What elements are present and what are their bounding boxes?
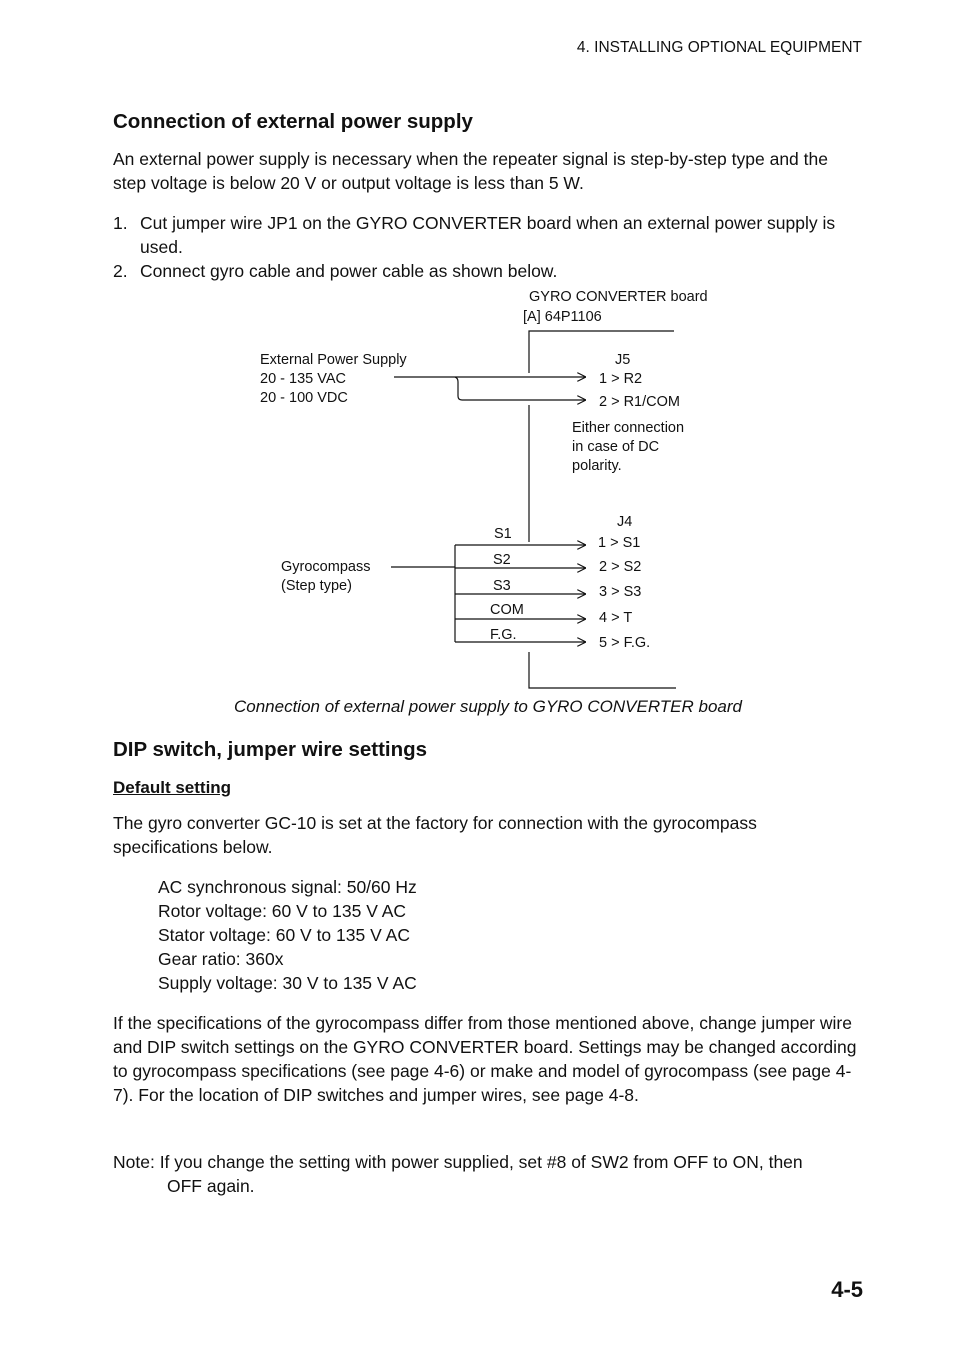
- polarity-note-line-2: in case of DC: [572, 439, 660, 455]
- wire-label-s2: S2: [493, 552, 511, 568]
- note: [113, 1150, 863, 1198]
- step-1-number: 1.: [113, 213, 128, 233]
- power-source-label: External Power Supply: [260, 352, 407, 368]
- default-setting-intro: The gyro converter GC-10 is set at the factory for connection with the gyrocompass specifications below.: [113, 813, 757, 857]
- page-number: 4-5: [831, 1277, 863, 1302]
- power-supply-intro: An external power supply is necessary when the repeater signal is step-by-step type and the step voltage is below 20 V or output voltage is less than 5 W.: [113, 149, 828, 193]
- j4-pin-5: 5 > F.G.: [599, 635, 651, 651]
- board-title: GYRO CONVERTER board: [529, 289, 708, 305]
- power-source-vdc: 20 - 100 VDC: [260, 390, 348, 406]
- gyro-source-type: (Step type): [281, 578, 352, 594]
- wire-label-com: COM: [490, 602, 524, 618]
- j5-pin-2: 2 > R1/COM: [599, 394, 680, 410]
- gyro-source-label: Gyrocompass: [281, 559, 371, 575]
- polarity-note-line-3: polarity.: [572, 458, 622, 474]
- wire-label-s3: S3: [493, 578, 511, 594]
- spec-item: Gear ratio: 360x: [158, 949, 284, 969]
- power-source-vac: 20 - 135 VAC: [260, 371, 346, 387]
- j4-pin-4: 4 > T: [599, 610, 633, 626]
- polarity-note-line-1: Either connection: [572, 420, 685, 436]
- note-line-1: Note: If you change the setting with power supplied, set #8 of SW2 from OFF to ON, then: [113, 1152, 803, 1172]
- board-id: [A] 64P1106: [523, 309, 602, 325]
- spec-item: Rotor voltage: 60 V to 135 V AC: [158, 901, 407, 921]
- step-2-text: Connect gyro cable and power cable as shown below.: [140, 261, 558, 281]
- j4-label: J4: [617, 514, 633, 530]
- running-head: 4. INSTALLING OPTIONAL EQUIPMENT: [576, 39, 862, 56]
- section-title-dip-switch: DIP switch, jumper wire settings: [113, 738, 428, 761]
- step-2-number: 2.: [113, 261, 128, 281]
- wire-label-s1: S1: [494, 526, 512, 542]
- section-title-power-supply: Connection of external power supply: [113, 110, 473, 133]
- spec-item: Supply voltage: 30 V to 135 V AC: [158, 973, 417, 993]
- note-line-2: OFF again.: [167, 1176, 255, 1196]
- figure-caption: Connection of external power supply to GYRO CONVERTER board: [233, 697, 743, 716]
- spec-item: Stator voltage: 60 V to 135 V AC: [158, 925, 410, 945]
- board-outline-bottom: [529, 652, 676, 688]
- spec-item: AC synchronous signal: 50/60 Hz: [158, 877, 417, 897]
- wire-label-fg: F.G.: [490, 627, 517, 643]
- subheading-default-setting: Default setting: [113, 778, 232, 797]
- power-wire-r1com: [455, 377, 586, 400]
- j4-pin-3: 3 > S3: [599, 584, 642, 600]
- j5-label: J5: [615, 352, 631, 368]
- step-1-text: Cut jumper wire JP1 on the GYRO CONVERTER board when an external power supply is used.: [140, 213, 836, 257]
- board-outline-top: [529, 331, 674, 373]
- spec-list: [158, 875, 417, 995]
- j5-pin-1: 1 > R2: [599, 371, 643, 387]
- j4-pin-1: 1 > S1: [598, 535, 641, 551]
- specification-body: If the specifications of the gyrocompass differ from those mentioned above, change jumper wire and DIP switch settings on the GYRO CONVERTER board. Settings may be changed according to gyrocompass specifications (see page 4-6) or make and model of gyrocompass (see page 4-7). For the location of DIP switches and jumper wires, see page 4-8.: [113, 1013, 857, 1105]
- j4-pin-2: 2 > S2: [599, 559, 642, 575]
